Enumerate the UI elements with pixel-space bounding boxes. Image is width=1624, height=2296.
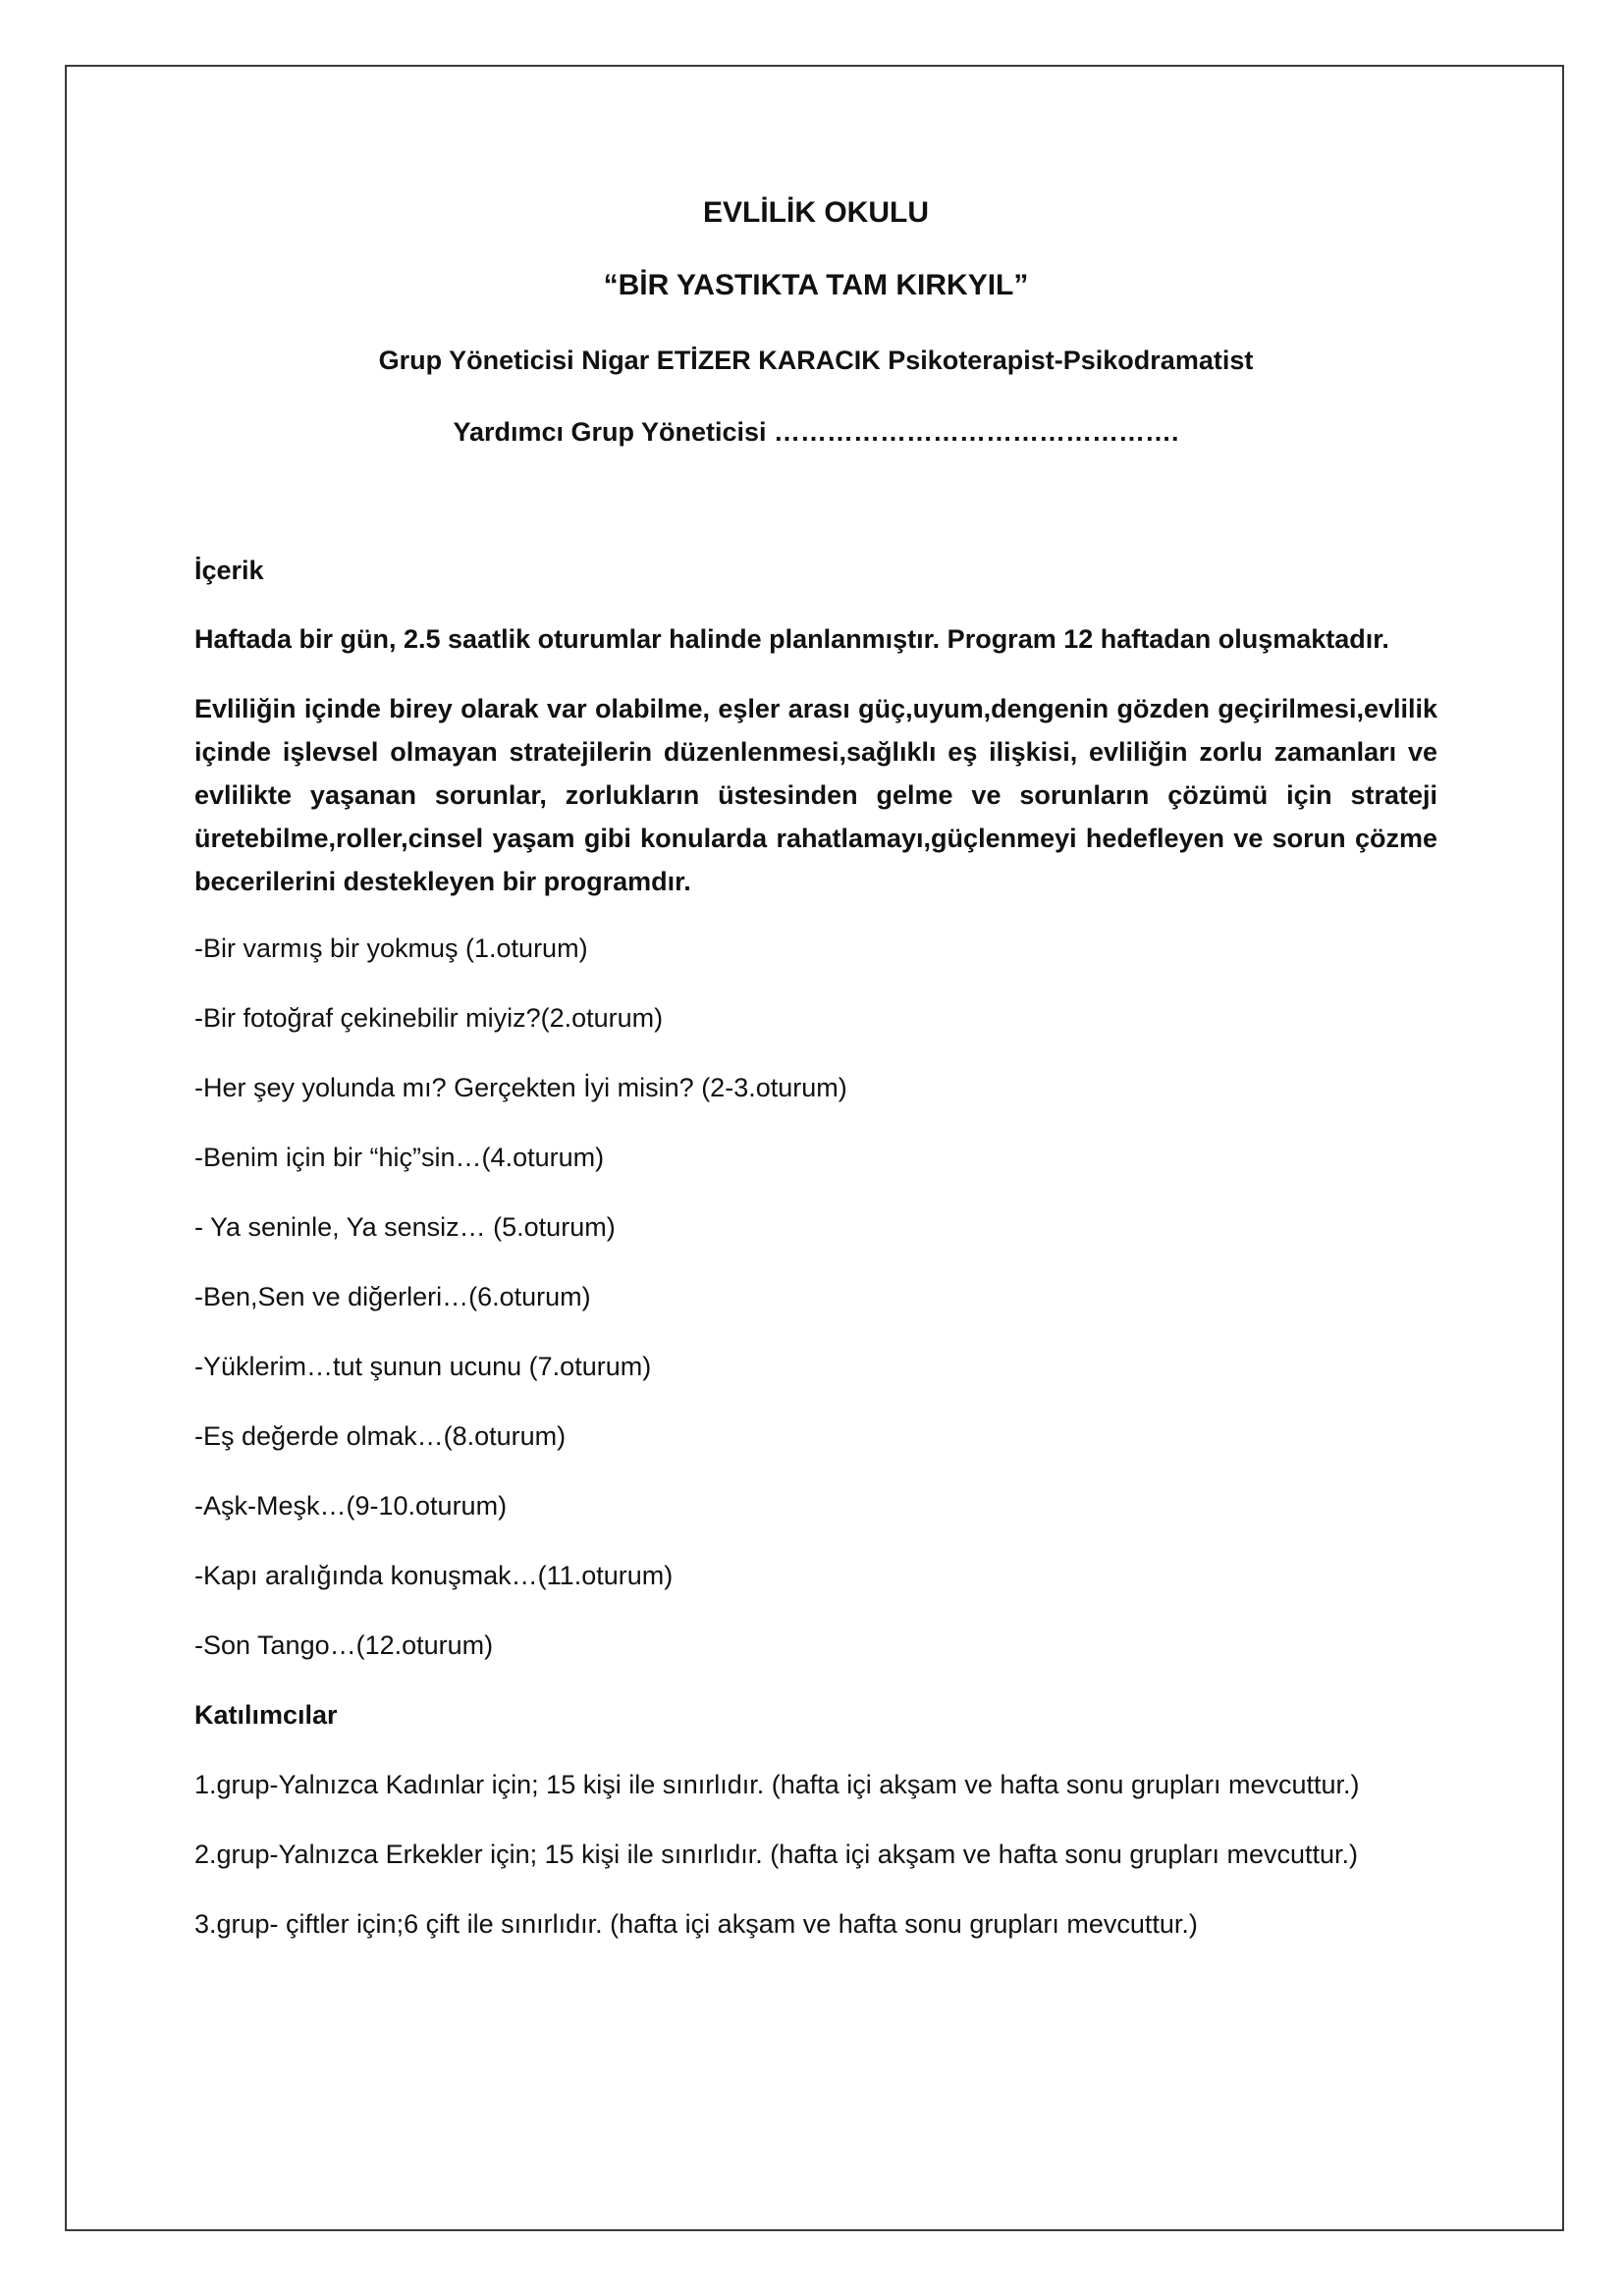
group-item: 3.grup- çiftler için;6 çift ile sınırlıdır. (hafta içi akşam ve hafta sonu grupları mevcuttur.) [194, 1909, 1198, 1939]
session-item: -Kapı aralığında konuşmak…(11.oturum) [194, 1561, 674, 1590]
participants-heading: Katılımcılar [194, 1700, 338, 1730]
group-item: 1.grup-Yalnızca Kadınlar için; 15 kişi ile sınırlıdır. (hafta içi akşam ve hafta sonu grupları mevcuttur.) [194, 1770, 1360, 1799]
session-item: -Aşk-Meşk…(9-10.oturum) [194, 1491, 508, 1521]
document-title: EVLİLİK OKULU [703, 196, 929, 229]
session-item: -Ben,Sen ve diğerleri…(6.oturum) [194, 1282, 591, 1311]
session-item: -Benim için bir “hiç”sin…(4.oturum) [194, 1143, 605, 1172]
session-item: -Bir fotoğraf çekinebilir miyiz?(2.oturum) [194, 1003, 664, 1033]
session-item: - Ya seninle, Ya sensiz… (5.oturum) [194, 1212, 616, 1242]
group-item: 2.grup-Yalnızca Erkekler için; 15 kişi ile sınırlıdır. (hafta içi akşam ve hafta sonu grupları mevcuttur.) [194, 1840, 1358, 1869]
assistant-leader: Yardımcı Grup Yöneticisi ………………………………………. [453, 417, 1179, 447]
session-item: -Yüklerim…tut şunun ucunu (7.oturum) [194, 1352, 652, 1381]
document-subtitle: “BİR YASTIKTA TAM KIRKYIL” [603, 269, 1029, 301]
schedule-text: Haftada bir gün, 2.5 saatlik oturumlar halinde planlanmıştır. Program 12 haftadan oluşmaktadır. [194, 624, 1389, 654]
session-item: -Son Tango…(12.oturum) [194, 1630, 494, 1660]
content-heading: İçerik [194, 556, 264, 585]
session-item: -Bir varmış bir yokmuş (1.oturum) [194, 934, 588, 963]
session-item: -Her şey yolunda mı? Gerçekten İyi misin? (2-3.oturum) [194, 1073, 847, 1102]
group-leader: Grup Yöneticisi Nigar ETİZER KARACIK Psikoterapist-Psikodramatist [378, 346, 1254, 375]
program-description: Evliliğin içinde birey olarak var olabilme, eşler arası güç,uyum,dengenin gözden geçirilmesi,evlilik içinde işlevsel olmayan stratejilerin düzenlenmesi,sağlıklı eş ilişkisi, evliliğin zorlu zamanları ve evlilikte yaşanan sorunlar, zorlukların üstesinden gelme ve sorunların çözümü için strateji üretebilme,roller,cinsel yaşam gibi konularda rahatlamayı,güçlenmeyi hedefleyen ve sorun çözme becerilerini destekleyen bir programdır. [194, 694, 1437, 896]
session-item: -Eş değerde olmak…(8.oturum) [194, 1421, 567, 1451]
